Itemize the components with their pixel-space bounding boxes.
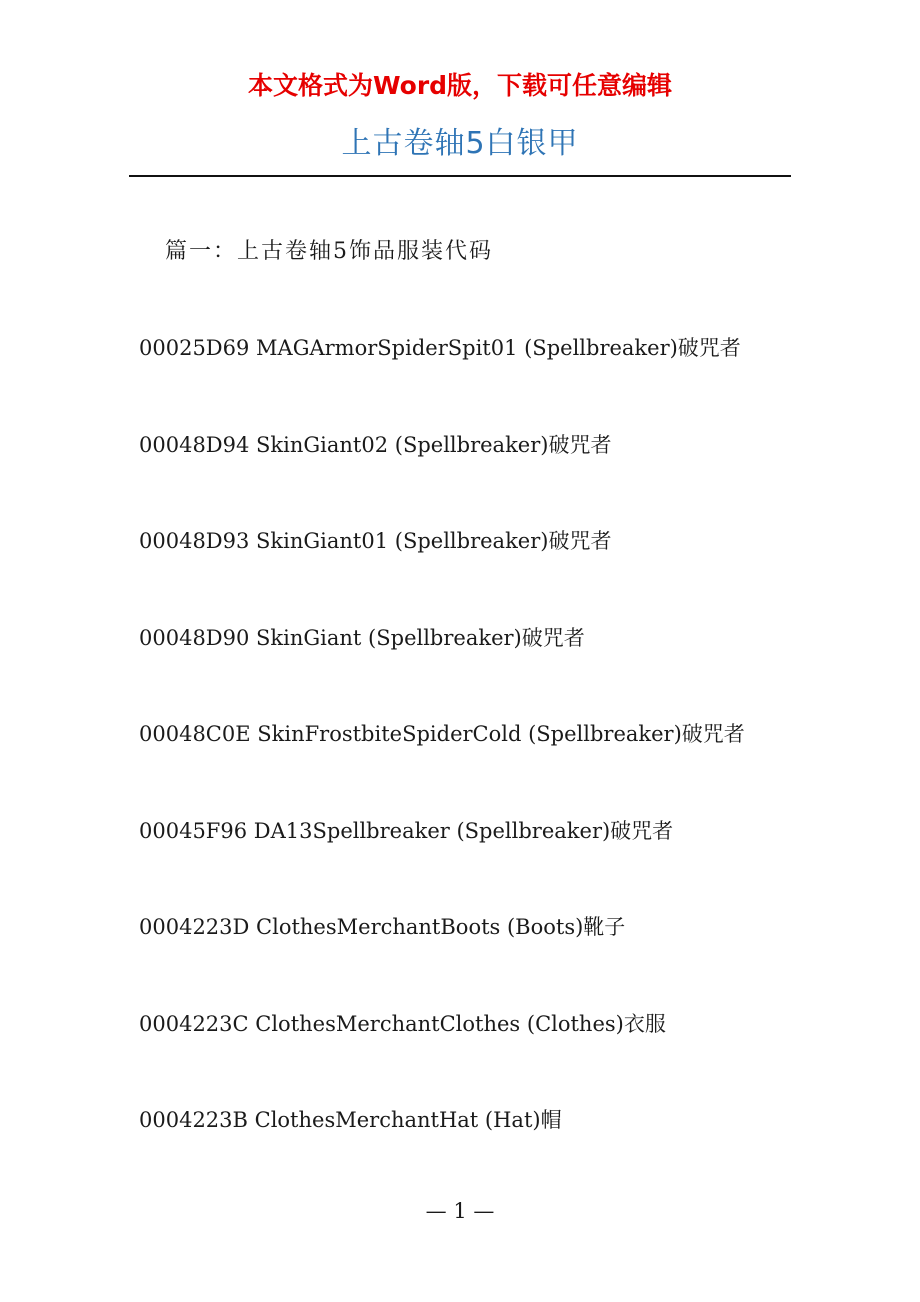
item-code-list [139, 330, 745, 1199]
item-code-entry: 0004223C ClothesMerchantClothes (Clothes)衣服 [139, 1011, 666, 1036]
item-code-entry: 00025D69 MAGArmorSpiderSpit01 (Spellbreaker)破咒者 [139, 336, 741, 360]
section-heading: 篇一：上古卷轴5饰品服装代码 [165, 239, 493, 264]
document-title: 上古卷轴5白银甲 [341, 126, 579, 161]
title-divider [129, 175, 791, 177]
item-code-entry: 00048D93 SkinGiant01 (Spellbreaker)破咒者 [139, 529, 612, 553]
page-number: — 1 — [425, 1199, 495, 1223]
item-code-entry: 0004223D ClothesMerchantBoots (Boots)靴子 [139, 915, 626, 939]
format-notice: 本文格式为Word版，下载可任意编辑 [247, 71, 673, 100]
item-code-entry: 00048C0E SkinFrostbiteSpiderCold (Spellbreaker)破咒者 [139, 722, 745, 746]
item-code-entry: 00048D90 SkinGiant (Spellbreaker)破咒者 [139, 625, 585, 650]
item-code-entry: 00045F96 DA13Spellbreaker (Spellbreaker)破咒者 [139, 818, 674, 843]
item-code-entry: 00048D94 SkinGiant02 (Spellbreaker)破咒者 [139, 432, 612, 457]
item-code-entry: 0004223B ClothesMerchantHat (Hat)帽 [139, 1108, 562, 1132]
